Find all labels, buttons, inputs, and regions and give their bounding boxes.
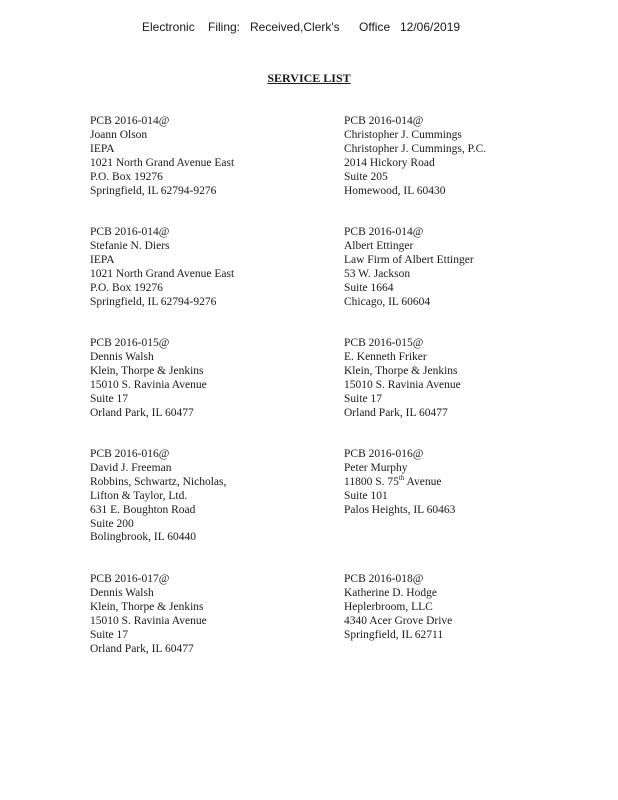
suite: Suite 205 bbox=[344, 170, 388, 183]
street-type: Avenue bbox=[404, 475, 442, 488]
street-address: 15010 S. Ravinia Avenue bbox=[90, 378, 207, 391]
suite: Suite 200 bbox=[90, 517, 134, 530]
contact-name: Joann Olson bbox=[90, 128, 148, 141]
organization: Heplerbroom, LLC bbox=[344, 600, 433, 613]
docket-number: PCB 2016-017@ bbox=[90, 573, 170, 585]
suite: Suite 17 bbox=[90, 628, 129, 641]
city-state-zip: Orland Park, IL 60477 bbox=[344, 406, 448, 419]
service-entry-friker bbox=[344, 337, 461, 420]
service-entry-ettinger bbox=[344, 226, 474, 309]
organization: Klein, Thorpe & Jenkins bbox=[344, 364, 458, 377]
street-address bbox=[344, 473, 455, 490]
organization: Klein, Thorpe & Jenkins bbox=[90, 364, 204, 377]
organization: Law Firm of Albert Ettinger bbox=[344, 253, 474, 266]
ordinal-suffix: th bbox=[398, 473, 405, 482]
docket-number: PCB 2016-015@ bbox=[90, 337, 170, 349]
contact-name: E. Kenneth Friker bbox=[344, 350, 427, 363]
street-address: 15010 S. Ravinia Avenue bbox=[90, 614, 207, 627]
docket-number: PCB 2016-014@ bbox=[90, 226, 170, 238]
city-state-zip: Palos Heights, IL 60463 bbox=[344, 503, 456, 516]
header-date: 12/06/2019 bbox=[400, 20, 461, 34]
docket-number: PCB 2016-016@ bbox=[90, 448, 170, 460]
suite: Suite 17 bbox=[90, 392, 129, 405]
street-address: 53 W. Jackson bbox=[344, 267, 411, 280]
docket-number: PCB 2016-014@ bbox=[90, 115, 170, 127]
city-state-zip: Homewood, IL 60430 bbox=[344, 184, 446, 197]
organization: IEPA bbox=[90, 142, 115, 155]
city-state-zip: Springfield, IL 62794-9276 bbox=[90, 295, 217, 308]
contact-name: Dennis Walsh bbox=[90, 586, 154, 599]
header-office: Office bbox=[359, 20, 391, 34]
street-number: 11800 S. 75 bbox=[344, 475, 399, 488]
service-entry-walsh-017 bbox=[90, 573, 207, 656]
service-entry-cummings bbox=[344, 115, 486, 198]
header-filing: Filing: bbox=[208, 20, 241, 34]
docket-number: PCB 2016-014@ bbox=[344, 115, 424, 127]
suite: Suite 17 bbox=[344, 392, 383, 405]
service-entry-walsh-015 bbox=[90, 337, 207, 420]
organization: IEPA bbox=[90, 253, 115, 266]
service-entry-olson bbox=[90, 115, 234, 198]
service-entry-freeman bbox=[90, 448, 226, 545]
docket-number: PCB 2016-014@ bbox=[344, 226, 424, 238]
city-state-zip: Orland Park, IL 60477 bbox=[90, 642, 194, 655]
po-box: P.O. Box 19276 bbox=[90, 281, 163, 294]
contact-name: Dennis Walsh bbox=[90, 350, 154, 363]
street-address: 1021 North Grand Avenue East bbox=[90, 267, 235, 280]
organization-line-1: Robbins, Schwartz, Nicholas, bbox=[90, 475, 227, 488]
contact-name: Christopher J. Cummings bbox=[344, 128, 462, 141]
page-title bbox=[0, 71, 618, 86]
city-state-zip: Orland Park, IL 60477 bbox=[90, 406, 194, 419]
contact-name: Katherine D. Hodge bbox=[344, 586, 437, 599]
contact-name: Peter Murphy bbox=[344, 461, 408, 474]
docket-number: PCB 2016-015@ bbox=[344, 337, 424, 349]
suite: Suite 1664 bbox=[344, 281, 394, 294]
service-entry-hodge bbox=[344, 573, 452, 643]
service-entry-murphy bbox=[344, 448, 455, 518]
header-received-clerks: Received,Clerk's bbox=[250, 20, 340, 34]
suite: Suite 101 bbox=[344, 489, 388, 502]
organization-line-2: Lifton & Taylor, Ltd. bbox=[90, 489, 188, 502]
organization: Christopher J. Cummings, P.C. bbox=[344, 142, 487, 155]
city-state-zip: Bolingbrook, IL 60440 bbox=[90, 531, 196, 544]
city-state-zip: Chicago, IL 60604 bbox=[344, 295, 431, 308]
street-address: 4340 Acer Grove Drive bbox=[344, 614, 453, 627]
organization: Klein, Thorpe & Jenkins bbox=[90, 600, 204, 613]
po-box: P.O. Box 19276 bbox=[90, 170, 163, 183]
contact-name: Albert Ettinger bbox=[344, 239, 414, 252]
street-address: 631 E. Boughton Road bbox=[90, 503, 196, 516]
docket-number: PCB 2016-016@ bbox=[344, 448, 424, 460]
contact-name: David J. Freeman bbox=[90, 461, 172, 474]
service-entry-diers bbox=[90, 226, 234, 309]
street-address: 1021 North Grand Avenue East bbox=[90, 156, 235, 169]
street-address: 15010 S. Ravinia Avenue bbox=[344, 378, 461, 391]
city-state-zip: Springfield, IL 62711 bbox=[344, 628, 444, 641]
docket-number: PCB 2016-018@ bbox=[344, 573, 424, 585]
service-list-title: SERVICE LIST bbox=[267, 71, 351, 85]
header-electronic: Electronic bbox=[142, 20, 195, 34]
city-state-zip: Springfield, IL 62794-9276 bbox=[90, 184, 217, 197]
street-address: 2014 Hickory Road bbox=[344, 156, 435, 169]
contact-name: Stefanie N. Diers bbox=[90, 239, 170, 252]
